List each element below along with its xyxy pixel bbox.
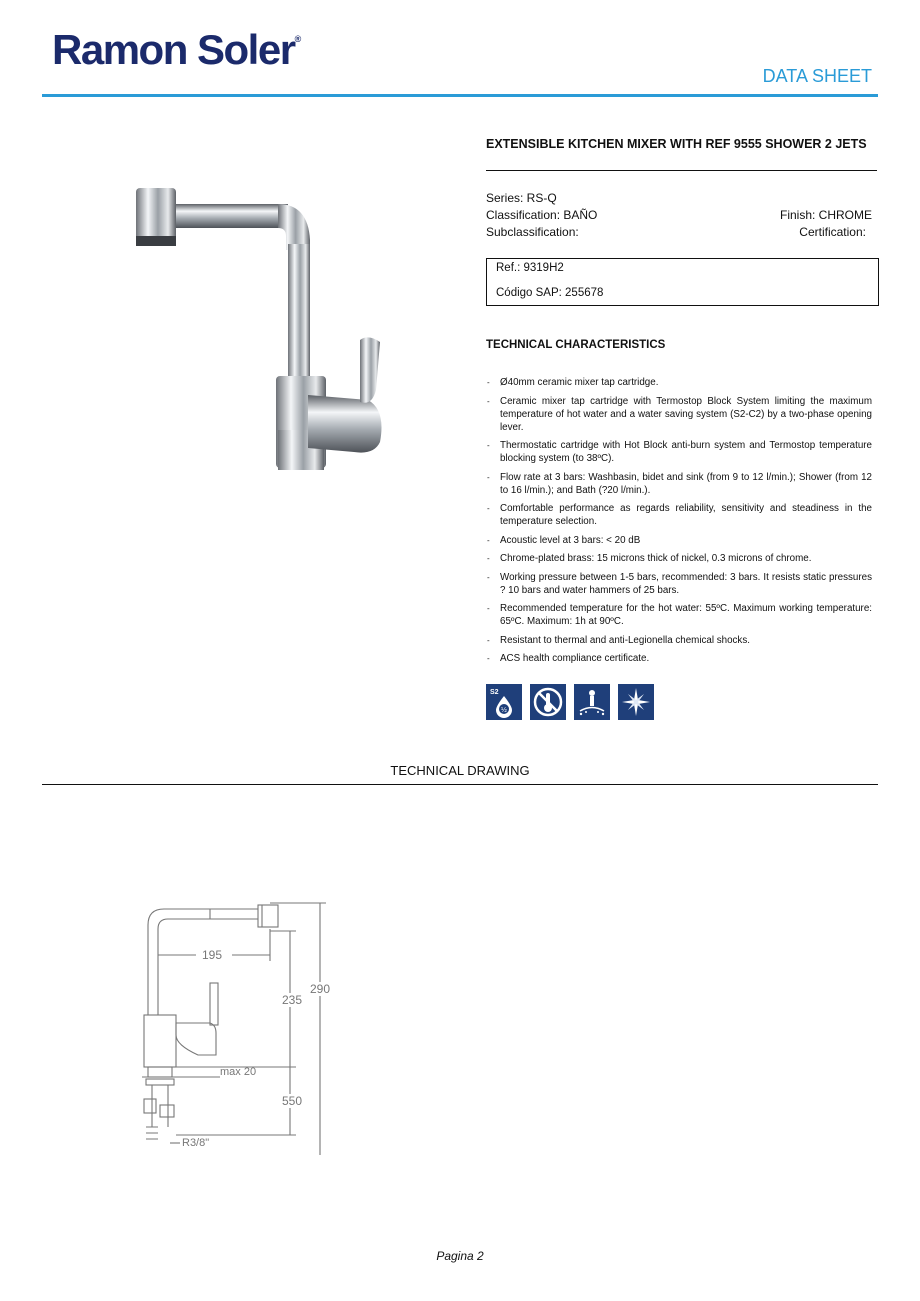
product-title: EXTENSIBLE KITCHEN MIXER WITH REF 9555 SHOWER 2 JETS [486, 137, 867, 151]
technical-drawing [130, 895, 350, 1157]
certification-label: Certification: [799, 225, 866, 239]
brand-name: Ramon Soler [52, 26, 295, 73]
title-divider [486, 170, 877, 171]
spec-item: - Resistant to thermal and anti-Legionella chemical shocks. [486, 634, 872, 647]
sap-code: Código SAP: 255678 [496, 287, 604, 299]
page-number: Pagina 2 [436, 1249, 484, 1263]
doc-type-label: DATA SHEET [762, 66, 872, 86]
subclassification-label: Subclassification: [486, 225, 579, 239]
spec-item: - Recommended temperature for the hot water: 55ºC. Maximum working temperature: 65ºC. Maximum: 1h at 90ºC. [486, 602, 872, 628]
drawing-divider [42, 784, 878, 785]
spec-item: - Acoustic level at 3 bars: < 20 dB [486, 534, 872, 547]
ref-number: Ref.: 9319H2 [496, 262, 564, 274]
series-label: Series: RS-Q [486, 191, 557, 205]
spec-item: - Comfortable performance as regards reliability, sensitivity and steadiness in the temperature selection. [486, 502, 872, 528]
spec-item: - Flow rate at 3 bars: Washbasin, bidet and sink (from 9 to 12 l/min.); Shower (from 12 to 16 l/min.); and Bath (?20 l/min.). [486, 471, 872, 497]
dimension-max20: max 20 [220, 1066, 257, 1078]
dimension-thread: R3/8" [182, 1137, 210, 1149]
reference-box [486, 258, 879, 306]
thermostop-icon [530, 684, 566, 720]
tech-characteristics-heading: TECHNICAL CHARACTERISTICS [486, 339, 666, 351]
classification-label: Classification: BAÑO [486, 208, 598, 222]
spec-item: - Ceramic mixer tap cartridge with Termostop Block System limiting the maximum temperature of hot water and a water saving system (S2-C2) by a two-phase opening lever. [486, 395, 872, 434]
registered-mark: ® [294, 34, 302, 44]
dimension-235: 235 [282, 993, 303, 1007]
dimension-290: 290 [310, 982, 331, 996]
dimension-550: 550 [282, 1094, 303, 1108]
spec-item: - Thermostatic cartridge with Hot Block anti-burn system and Termostop temperature blocking system (to 38ºC). [486, 439, 872, 465]
spec-item: - ACS health compliance certificate. [486, 652, 872, 665]
spec-item: - Chrome-plated brass: 15 microns thick of nickel, 0.3 microns of chrome. [486, 552, 872, 565]
brand-logo [52, 26, 301, 74]
half-text: ½ [501, 707, 507, 714]
finish-label: Finish: CHROME [779, 208, 872, 222]
header-divider [42, 94, 878, 97]
anti-legionella-icon [574, 684, 610, 720]
spec-item: - Ø40mm ceramic mixer tap cartridge. [486, 376, 872, 389]
technical-drawing-heading: TECHNICAL DRAWING [390, 763, 530, 778]
spec-item: - Working pressure between 1-5 bars, recommended: 3 bars. It resists static pressures ? 10 bars and water hammers of 25 bars. [486, 571, 872, 597]
dimension-195: 195 [202, 948, 223, 962]
kitchen-mixer-photo [128, 180, 398, 475]
chrome-shine-icon [618, 684, 654, 720]
s2-text: S2 [490, 689, 499, 696]
water-saving-s2-icon [486, 684, 522, 720]
spec-list [486, 376, 872, 671]
